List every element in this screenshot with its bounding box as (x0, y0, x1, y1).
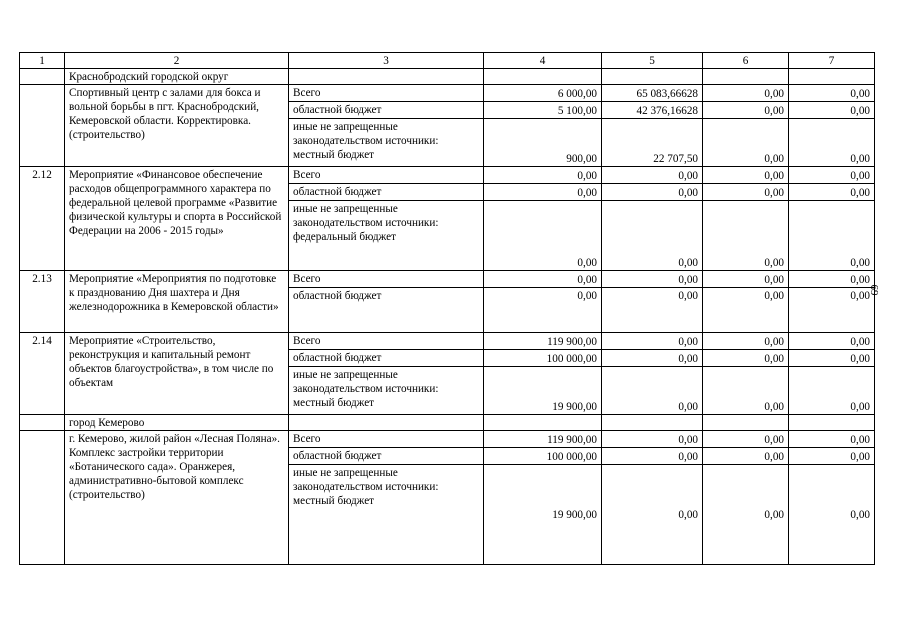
value-cell: 0,00 (789, 119, 875, 167)
value-cell: 0,00 (602, 448, 703, 465)
header-cell: 6 (703, 53, 789, 69)
table-row (20, 85, 875, 102)
funding-source: Всего (289, 431, 484, 448)
header-cell: 3 (289, 53, 484, 69)
value-cell: 0,00 (484, 167, 602, 184)
value-cell: 0,00 (703, 184, 789, 201)
funding-source: иные не запрещенные законодательством источники: местный бюджет (289, 119, 484, 167)
funding-source: областной бюджет (289, 102, 484, 119)
value-cell: 0,00 (789, 465, 875, 565)
value-cell: 0,00 (602, 288, 703, 333)
value-cell: 0,00 (789, 350, 875, 367)
header-cell: 4 (484, 53, 602, 69)
value-cell: 0,00 (602, 167, 703, 184)
value-cell: 0,00 (703, 102, 789, 119)
value-cell: 0,00 (703, 288, 789, 333)
funding-source: Всего (289, 167, 484, 184)
value-cell: 0,00 (789, 367, 875, 415)
value-cell: 19 900,00 (484, 465, 602, 565)
value-cell: 42 376,16628 (602, 102, 703, 119)
value-cell: 0,00 (703, 431, 789, 448)
value-cell: 0,00 (602, 465, 703, 565)
value-cell: 0,00 (703, 271, 789, 288)
value-cell: 0,00 (789, 431, 875, 448)
funding-source: областной бюджет (289, 288, 484, 333)
item-name: Спортивный центр с залами для бокса и вольной борьбы в пгт. Краснобродский, Кемеровской области. Корректировка. (строительство) (65, 85, 289, 167)
section-row (20, 69, 875, 85)
table-row (20, 431, 875, 448)
value-cell: 6 000,00 (484, 85, 602, 102)
value-cell: 0,00 (602, 184, 703, 201)
page-number: 69 (868, 284, 880, 296)
value-cell: 0,00 (602, 333, 703, 350)
value-cell: 0,00 (484, 271, 602, 288)
funding-source: областной бюджет (289, 448, 484, 465)
item-name: Мероприятие «Строительство, реконструкция и капитальный ремонт объектов благоустройства», в том числе по объектам (65, 333, 289, 415)
value-cell: 22 707,50 (602, 119, 703, 167)
table-row (20, 333, 875, 350)
funding-source: областной бюджет (289, 184, 484, 201)
value-cell: 0,00 (703, 85, 789, 102)
section-row (20, 415, 875, 431)
table-header-row (20, 53, 875, 69)
value-cell: 0,00 (789, 201, 875, 271)
value-cell: 0,00 (484, 184, 602, 201)
funding-source: иные не запрещенные законодательством источники: местный бюджет (289, 367, 484, 415)
value-cell: 0,00 (703, 167, 789, 184)
value-cell: 100 000,00 (484, 350, 602, 367)
value-cell: 0,00 (703, 465, 789, 565)
value-cell: 0,00 (789, 102, 875, 119)
item-index (20, 431, 65, 565)
value-cell: 0,00 (789, 85, 875, 102)
value-cell: 0,00 (789, 288, 875, 333)
value-cell: 0,00 (703, 350, 789, 367)
value-cell: 0,00 (703, 333, 789, 350)
item-index: 2.12 (20, 167, 65, 271)
value-cell: 0,00 (703, 201, 789, 271)
value-cell: 119 900,00 (484, 333, 602, 350)
funding-source: Всего (289, 271, 484, 288)
value-cell: 5 100,00 (484, 102, 602, 119)
value-cell: 0,00 (484, 201, 602, 271)
value-cell: 0,00 (602, 271, 703, 288)
funding-source: иные не запрещенные законодательством источники: федеральный бюджет (289, 201, 484, 271)
item-index: 2.14 (20, 333, 65, 415)
value-cell: 0,00 (703, 448, 789, 465)
funding-source: иные не запрещенные законодательством источники: местный бюджет (289, 465, 484, 565)
item-name: г. Кемерово, жилой район «Лесная Поляна». Комплекс застройки территории «Ботанического сада». Оранжерея, административно-бытовой комплекс (строительство) (65, 431, 289, 565)
funding-source: Всего (289, 85, 484, 102)
header-cell: 7 (789, 53, 875, 69)
value-cell: 0,00 (703, 119, 789, 167)
value-cell: 65 083,66628 (602, 85, 703, 102)
header-cell: 1 (20, 53, 65, 69)
value-cell: 0,00 (789, 333, 875, 350)
value-cell: 0,00 (703, 367, 789, 415)
item-name: Мероприятие «Мероприятия по подготовке к празднованию Дня шахтера и Дня железнодорожника в Кемеровской области» (65, 271, 289, 333)
funding-source: Всего (289, 333, 484, 350)
table-row (20, 271, 875, 288)
value-cell: 0,00 (602, 201, 703, 271)
value-cell: 0,00 (602, 367, 703, 415)
value-cell: 0,00 (789, 448, 875, 465)
value-cell: 0,00 (602, 350, 703, 367)
value-cell: 100 000,00 (484, 448, 602, 465)
section-title: город Кемерово (65, 415, 289, 431)
header-cell: 5 (602, 53, 703, 69)
value-cell: 900,00 (484, 119, 602, 167)
value-cell: 0,00 (789, 184, 875, 201)
value-cell: 0,00 (789, 271, 875, 288)
item-index (20, 85, 65, 167)
section-title: Краснобродский городской округ (65, 69, 289, 85)
value-cell: 119 900,00 (484, 431, 602, 448)
funding-source: областной бюджет (289, 350, 484, 367)
value-cell: 0,00 (602, 431, 703, 448)
budget-table (19, 52, 875, 565)
value-cell: 19 900,00 (484, 367, 602, 415)
item-index: 2.13 (20, 271, 65, 333)
header-cell: 2 (65, 53, 289, 69)
table-row (20, 167, 875, 184)
item-name: Мероприятие «Финансовое обеспечение расходов общепрограммного характера по федеральной целевой программе «Развитие физической культуры и спорта в Российской Федерации на 2006 - 2015 годы» (65, 167, 289, 271)
value-cell: 0,00 (484, 288, 602, 333)
value-cell: 0,00 (789, 167, 875, 184)
